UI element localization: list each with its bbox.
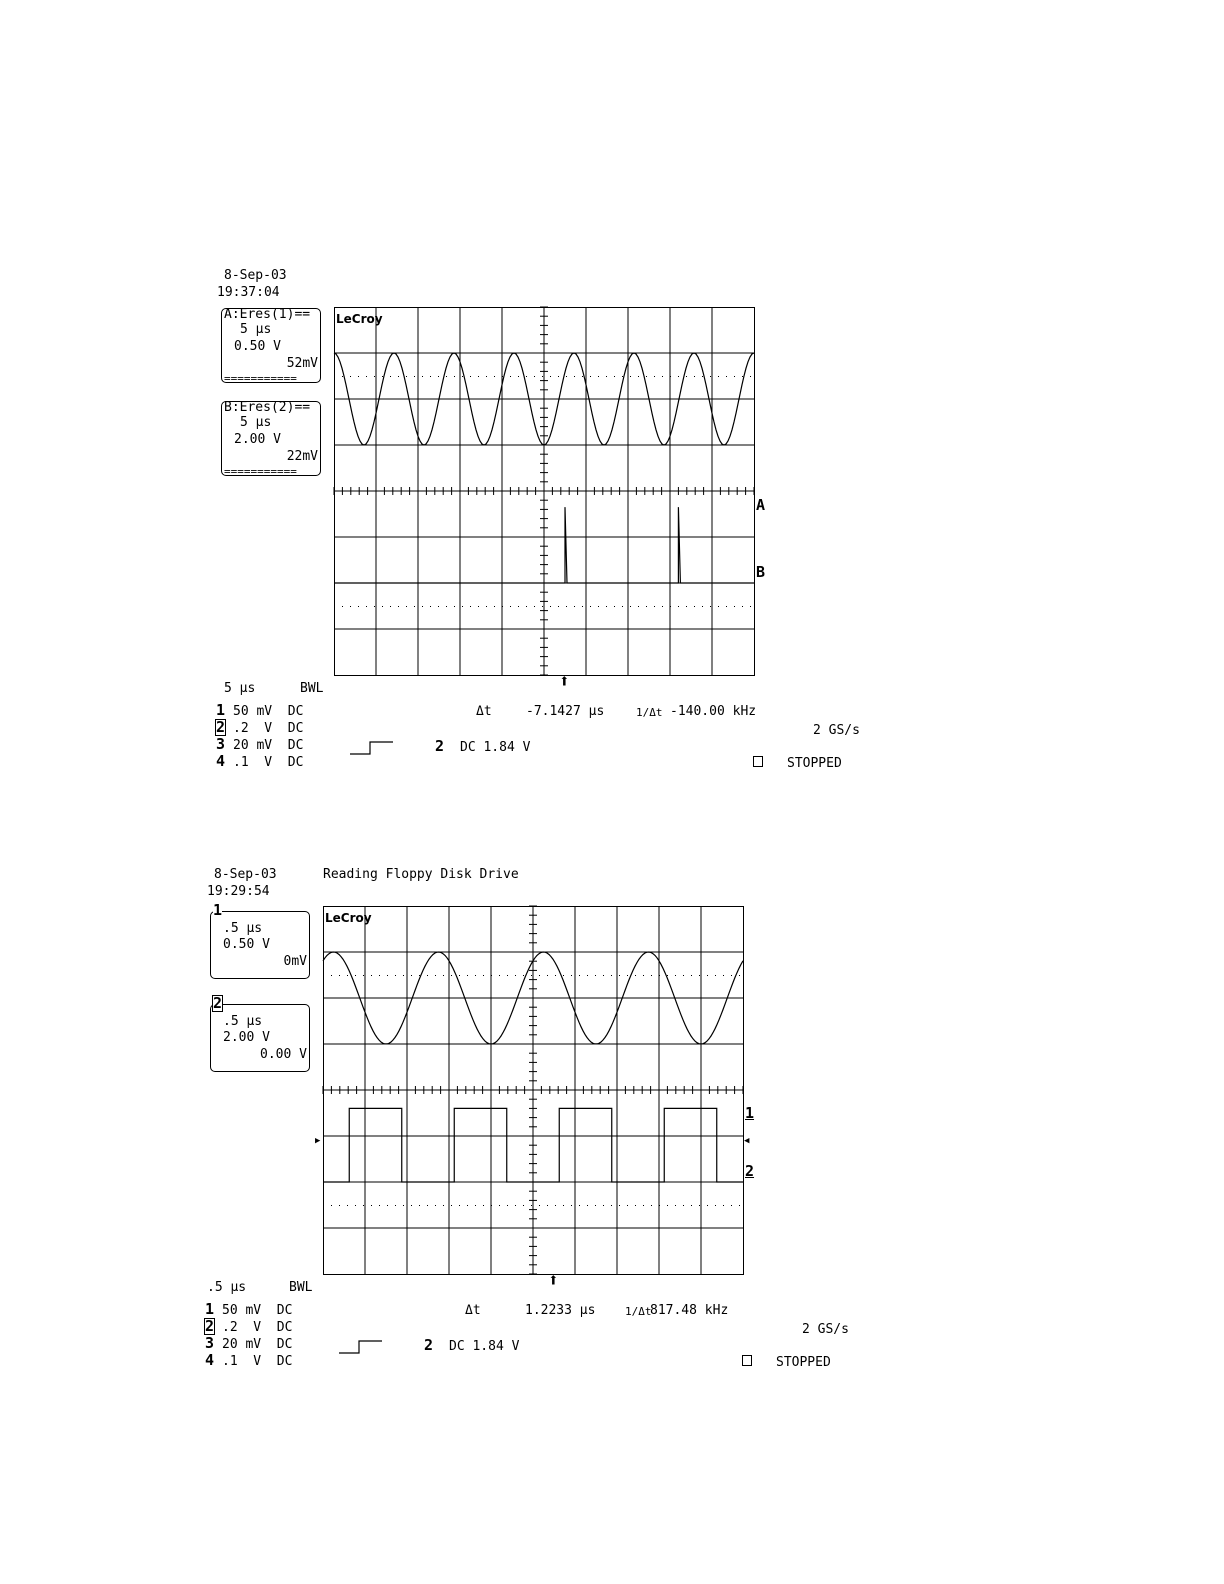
grid-dot: [371, 1205, 372, 1206]
acquisition-status: STOPPED: [776, 1355, 831, 1370]
grid-dot: [571, 975, 572, 976]
trigger-level: DC 1.84 V: [449, 1339, 520, 1354]
grid-dot: [702, 606, 703, 607]
grid-dot: [718, 376, 719, 377]
trigger-channel: 2: [435, 737, 445, 755]
grid-dot: [414, 606, 415, 607]
trigger-channel: 2: [424, 1336, 434, 1354]
grid-dot: [446, 606, 447, 607]
sample-rate: 2 GS/s: [802, 1322, 849, 1337]
grid-dot: [451, 1205, 452, 1206]
grid-dot: [347, 975, 348, 976]
ch1-number: 1: [205, 1300, 215, 1318]
grid-dot: [427, 1205, 428, 1206]
ch1-settings: 50 mV DC: [222, 1303, 293, 1318]
grid-dot: [451, 975, 452, 976]
grid-dot: [331, 1205, 332, 1206]
grid-dot: [494, 606, 495, 607]
grid-dot: [702, 376, 703, 377]
grid-dot: [406, 606, 407, 607]
channel-1-panel: [210, 901, 310, 979]
channel-b-label: B:Eres(2)==: [224, 400, 311, 415]
grid-dot: [387, 975, 388, 976]
grid-dot: [715, 1205, 716, 1206]
grid-dot: [438, 376, 439, 377]
grid-dot: [486, 376, 487, 377]
marker-upper: A: [756, 496, 766, 514]
capture-date: 8-Sep-03: [224, 268, 287, 283]
ch4-settings: .1 V DC: [233, 755, 304, 770]
grid-dot: [331, 975, 332, 976]
grid-dot: [718, 606, 719, 607]
grid-dot: [374, 376, 375, 377]
ch2-settings: .2 V DC: [233, 721, 304, 736]
grid-dot: [382, 606, 383, 607]
channel-b-volts: 2.00 V: [234, 432, 281, 447]
ch3-number: 3: [205, 1334, 215, 1352]
grid-dot: [659, 1205, 660, 1206]
grid-dot: [651, 1205, 652, 1206]
grid-dot: [734, 606, 735, 607]
ch1-settings: 50 mV DC: [233, 704, 304, 719]
footer-bwl: BWL: [300, 681, 324, 696]
channel-a-offset: 52mV: [286, 356, 318, 371]
ch1-number: 1: [216, 701, 226, 719]
grid-dot: [606, 606, 607, 607]
channel-2-timebase: .5 µs: [223, 1014, 263, 1029]
grid-dot: [350, 376, 351, 377]
channel-2-panel: [210, 994, 310, 1072]
grid-dot: [726, 376, 727, 377]
grid-dot: [358, 376, 359, 377]
grid-dot: [518, 606, 519, 607]
grid-dot: [723, 1205, 724, 1206]
grid-dot: [611, 975, 612, 976]
grid-dot: [590, 376, 591, 377]
grid-dot: [638, 606, 639, 607]
grid-dot: [363, 1205, 364, 1206]
grid-dot: [635, 1205, 636, 1206]
grid-dot: [670, 606, 671, 607]
grid-dot: [686, 606, 687, 607]
grid-dot: [590, 606, 591, 607]
channel-1-volts: 0.50 V: [223, 937, 270, 952]
grid-dot: [515, 1205, 516, 1206]
grid-dot: [462, 376, 463, 377]
grid-dot: [459, 1205, 460, 1206]
grid-dot: [598, 606, 599, 607]
grid-dot: [411, 975, 412, 976]
grid-dot: [534, 376, 535, 377]
left-level-marker-icon: ▶: [315, 1136, 321, 1146]
trigger-arrow-icon: ⬆: [548, 1270, 559, 1291]
grid-dot: [694, 606, 695, 607]
grid-dot: [531, 1205, 532, 1206]
grid-dot: [742, 376, 743, 377]
grid-dot: [611, 1205, 612, 1206]
ch4-number: 4: [216, 752, 226, 770]
grid-dot: [523, 975, 524, 976]
grid-dot: [686, 376, 687, 377]
grid-dot: [742, 606, 743, 607]
ch4-number: 4: [205, 1351, 215, 1369]
grid-dot: [366, 606, 367, 607]
marker-lower: B: [756, 563, 766, 581]
freq-value: -140.00 kHz: [670, 704, 757, 719]
grid-dot: [499, 975, 500, 976]
grid-dot: [550, 376, 551, 377]
grid-dot: [595, 1205, 596, 1206]
grid-dot: [363, 975, 364, 976]
grid-dot: [454, 606, 455, 607]
grid-dot: [574, 376, 575, 377]
grid-dot: [355, 975, 356, 976]
grid-dot: [534, 606, 535, 607]
trigger-edge-icon: [339, 1339, 383, 1355]
grid-dot: [403, 1205, 404, 1206]
grid-dot: [342, 376, 343, 377]
grid-dot: [635, 975, 636, 976]
grid-dot: [707, 975, 708, 976]
footer-timebase: 5 µs: [224, 681, 256, 696]
trigger-edge-icon: [350, 740, 394, 756]
capture-time: 19:37:04: [217, 285, 280, 300]
grid-dot: [438, 606, 439, 607]
grid-dot: [710, 376, 711, 377]
grid-dot: [550, 606, 551, 607]
grid-dot: [683, 975, 684, 976]
grid-dot: [395, 1205, 396, 1206]
delta-t-label: Δt: [465, 1303, 481, 1318]
channel-a-label: A:Eres(1)==: [224, 307, 311, 322]
trigger-level: DC 1.84 V: [460, 740, 531, 755]
right-level-marker-icon: ◀: [744, 1136, 750, 1146]
sample-rate: 2 GS/s: [813, 723, 860, 738]
ch4-settings: .1 V DC: [222, 1354, 293, 1369]
channel-1-label: 1: [213, 901, 223, 919]
ch3-number: 3: [216, 735, 226, 753]
grid-dot: [390, 606, 391, 607]
grid-dot: [630, 606, 631, 607]
grid-dot: [470, 376, 471, 377]
grid-dot: [502, 376, 503, 377]
channel-2-label: 2: [213, 994, 223, 1012]
grid-dot: [406, 376, 407, 377]
freq-label: 1/Δt: [625, 1305, 652, 1318]
footer-bwl: BWL: [289, 1280, 313, 1295]
grid-dot: [475, 975, 476, 976]
ch2-number: 2: [216, 718, 226, 736]
grid-dot: [403, 975, 404, 976]
channel-2-volts: 2.00 V: [223, 1030, 270, 1045]
grid-dot: [430, 376, 431, 377]
grid-dot: [555, 1205, 556, 1206]
capture-title: Reading Floppy Disk Drive: [323, 867, 519, 882]
grid-dot: [675, 1205, 676, 1206]
grid-dot: [739, 975, 740, 976]
grid-dot: [387, 1205, 388, 1206]
grid-dot: [395, 975, 396, 976]
channel-b-rule: ===========: [224, 465, 297, 478]
grid-dot: [707, 1205, 708, 1206]
grid-dot: [563, 975, 564, 976]
scope-screen-1: [334, 307, 755, 676]
grid-dot: [478, 606, 479, 607]
channel-b-panel: [221, 401, 321, 476]
grid-dot: [462, 606, 463, 607]
grid-dot: [542, 376, 543, 377]
grid-dot: [422, 606, 423, 607]
grid-dot: [558, 606, 559, 607]
grid-dot: [750, 376, 751, 377]
graticule: [334, 307, 755, 676]
grid-dot: [699, 975, 700, 976]
grid-dot: [339, 975, 340, 976]
grid-dot: [366, 376, 367, 377]
grid-dot: [683, 1205, 684, 1206]
channel-2-offset: 0.00 V: [260, 1047, 307, 1062]
grid-dot: [430, 606, 431, 607]
grid-dot: [627, 975, 628, 976]
channel-b-offset: 22mV: [286, 449, 318, 464]
grid-dot: [651, 975, 652, 976]
channel-1-timebase: .5 µs: [223, 921, 263, 936]
grid-dot: [587, 975, 588, 976]
grid-dot: [478, 376, 479, 377]
channel-a-rule: ===========: [224, 372, 297, 385]
scope-screen-2: [323, 906, 744, 1275]
grid-dot: [547, 975, 548, 976]
grid-dot: [622, 376, 623, 377]
grid-dot: [566, 606, 567, 607]
grid-dot: [414, 376, 415, 377]
grid-dot: [491, 975, 492, 976]
grid-dot: [678, 606, 679, 607]
ch3-settings: 20 mV DC: [222, 1337, 293, 1352]
grid-dot: [499, 1205, 500, 1206]
ch3-settings: 20 mV DC: [233, 738, 304, 753]
grid-dot: [483, 1205, 484, 1206]
grid-dot: [571, 1205, 572, 1206]
capture-date: 8-Sep-03: [214, 867, 277, 882]
stopped-indicator-icon: [742, 1355, 752, 1366]
grid-dot: [355, 1205, 356, 1206]
grid-dot: [510, 376, 511, 377]
grid-dot: [731, 1205, 732, 1206]
grid-dot: [371, 975, 372, 976]
grid-dot: [342, 606, 343, 607]
grid-dot: [339, 1205, 340, 1206]
grid-dot: [422, 376, 423, 377]
grid-dot: [358, 606, 359, 607]
channel-b-timebase: 5 µs: [240, 415, 272, 430]
grid-dot: [470, 606, 471, 607]
grid-dot: [539, 1205, 540, 1206]
grid-dot: [515, 975, 516, 976]
acquisition-status: STOPPED: [787, 756, 842, 771]
channel-a-volts: 0.50 V: [234, 339, 281, 354]
grid-dot: [582, 606, 583, 607]
channel-a-panel: [221, 308, 321, 383]
grid-dot: [739, 1205, 740, 1206]
stopped-indicator-icon: [753, 756, 763, 767]
grid-dot: [398, 606, 399, 607]
grid-dot: [699, 1205, 700, 1206]
grid-dot: [667, 1205, 668, 1206]
grid-dot: [475, 1205, 476, 1206]
grid-dot: [643, 975, 644, 976]
grid-dot: [574, 606, 575, 607]
grid-dot: [563, 1205, 564, 1206]
delta-t-label: Δt: [476, 704, 492, 719]
grid-dot: [542, 606, 543, 607]
grid-dot: [710, 606, 711, 607]
grid-dot: [619, 1205, 620, 1206]
grid-dot: [419, 1205, 420, 1206]
ch2-settings: .2 V DC: [222, 1320, 293, 1335]
grid-dot: [523, 1205, 524, 1206]
grid-dot: [390, 376, 391, 377]
grid-dot: [510, 606, 511, 607]
grid-dot: [643, 1205, 644, 1206]
marker-lower: 2: [745, 1162, 755, 1180]
grid-dot: [398, 376, 399, 377]
grid-dot: [691, 975, 692, 976]
grid-dot: [678, 376, 679, 377]
grid-dot: [675, 975, 676, 976]
grid-dot: [379, 1205, 380, 1206]
grid-dot: [483, 975, 484, 976]
grid-dot: [443, 1205, 444, 1206]
grid-dot: [630, 376, 631, 377]
grid-dot: [486, 606, 487, 607]
footer-timebase: .5 µs: [207, 1280, 247, 1295]
marker-upper: 1: [745, 1104, 755, 1122]
grid-dot: [507, 975, 508, 976]
grid-dot: [734, 376, 735, 377]
grid-dot: [654, 606, 655, 607]
grid-dot: [579, 975, 580, 976]
freq-value: 817.48 kHz: [650, 1303, 729, 1318]
grid-dot: [603, 975, 604, 976]
grid-dot: [662, 376, 663, 377]
trigger-arrow-icon: ⬆: [559, 671, 570, 692]
grid-dot: [459, 975, 460, 976]
lecroy-logo: LeCroy: [336, 312, 383, 326]
grid-dot: [347, 1205, 348, 1206]
grid-dot: [614, 606, 615, 607]
grid-dot: [558, 376, 559, 377]
ch2-number: 2: [205, 1317, 215, 1335]
grid-dot: [627, 1205, 628, 1206]
grid-dot: [467, 975, 468, 976]
grid-dot: [619, 975, 620, 976]
grid-dot: [579, 1205, 580, 1206]
channel-1-offset: 0mV: [283, 954, 307, 969]
grid-dot: [582, 376, 583, 377]
grid-dot: [518, 376, 519, 377]
grid-dot: [531, 975, 532, 976]
grid-dot: [443, 975, 444, 976]
grid-dot: [539, 975, 540, 976]
grid-dot: [454, 376, 455, 377]
grid-dot: [435, 1205, 436, 1206]
grid-dot: [614, 376, 615, 377]
grid-dot: [411, 1205, 412, 1206]
grid-dot: [646, 606, 647, 607]
grid-dot: [502, 606, 503, 607]
grid-dot: [555, 975, 556, 976]
grid-dot: [350, 606, 351, 607]
grid-dot: [491, 1205, 492, 1206]
grid-dot: [595, 975, 596, 976]
grid-dot: [731, 975, 732, 976]
capture-time: 19:29:54: [207, 884, 270, 899]
freq-label: 1/Δt: [636, 706, 663, 719]
grid-dot: [603, 1205, 604, 1206]
grid-dot: [598, 376, 599, 377]
grid-dot: [526, 376, 527, 377]
grid-dot: [419, 975, 420, 976]
grid-dot: [494, 376, 495, 377]
grid-dot: [566, 376, 567, 377]
grid-dot: [507, 1205, 508, 1206]
grid-dot: [662, 606, 663, 607]
grid-dot: [646, 376, 647, 377]
grid-dot: [638, 376, 639, 377]
grid-dot: [715, 975, 716, 976]
grid-dot: [435, 975, 436, 976]
grid-dot: [587, 1205, 588, 1206]
grid-dot: [547, 1205, 548, 1206]
lecroy-logo: LeCroy: [325, 911, 372, 925]
grid-dot: [446, 376, 447, 377]
grid-dot: [723, 975, 724, 976]
grid-dot: [750, 606, 751, 607]
grid-dot: [526, 606, 527, 607]
grid-dot: [670, 376, 671, 377]
grid-dot: [606, 376, 607, 377]
grid-dot: [379, 975, 380, 976]
grid-dot: [667, 975, 668, 976]
channel-a-timebase: 5 µs: [240, 322, 272, 337]
grid-dot: [622, 606, 623, 607]
grid-dot: [467, 1205, 468, 1206]
delta-t-value: -7.1427 µs: [526, 704, 605, 719]
grid-dot: [694, 376, 695, 377]
grid-dot: [726, 606, 727, 607]
grid-dot: [659, 975, 660, 976]
grid-dot: [654, 376, 655, 377]
grid-dot: [382, 376, 383, 377]
grid-dot: [374, 606, 375, 607]
delta-t-value: 1.2233 µs: [525, 1303, 596, 1318]
grid-dot: [691, 1205, 692, 1206]
grid-dot: [427, 975, 428, 976]
